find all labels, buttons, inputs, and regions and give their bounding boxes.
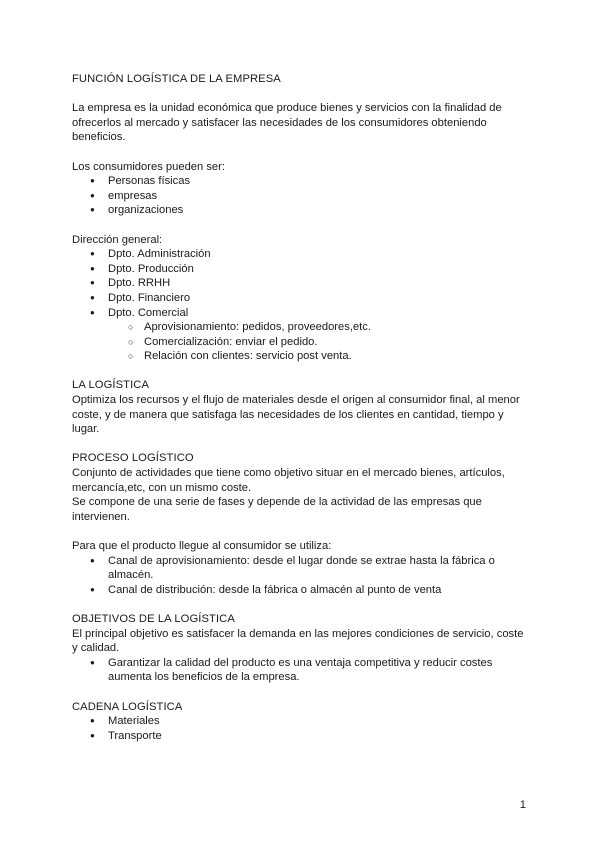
cadena-heading: CADENA LOGÍSTICA — [72, 700, 183, 713]
list-item: ● Dpto. Administración — [72, 247, 532, 262]
sublist-item: ○ Aprovisionamiento: pedidos, proveedores,etc. — [72, 320, 532, 335]
list-item: ● Canal de distribución: desde la fábrica o almacén al punto de venta — [72, 583, 532, 598]
list-item: ● empresas — [72, 189, 532, 204]
consumidores-list — [72, 174, 532, 218]
sublist-item: ○ Comercialización: enviar el pedido. — [72, 335, 532, 350]
comercial-sublist — [72, 320, 532, 364]
document-title: FUNCIÓN LOGÍSTICA DE LA EMPRESA — [72, 73, 281, 85]
proceso-heading: PROCESO LOGÍSTICO — [72, 452, 194, 465]
canales-list — [72, 554, 532, 598]
consumidores-label: Los consumidores pueden ser: — [72, 160, 225, 173]
list-item: ● organizaciones — [72, 203, 532, 218]
objetivos-heading: OBJETIVOS DE LA LOGÍSTICA — [72, 612, 235, 625]
page-number: 1 — [519, 799, 526, 811]
list-item: ● Materiales — [72, 714, 532, 729]
direccion-label: Dirección general: — [72, 233, 163, 246]
logistica-heading: LA LOGÍSTICA — [72, 379, 150, 392]
intro-paragraph: La empresa es la unidad económica que produce bienes y servicios con la finalidad de ofrecerlos al mercado y satisfacer las necesidades de los consumidores obteniendo beneficios. — [72, 102, 502, 144]
logistica-paragraph: Optimiza los recursos y el flujo de materiales desde el origen al consumidor final, al menor coste, y de manera que satisfaga las necesidades de los clientes en cantidad, tiempo y lugar. — [72, 394, 520, 436]
list-item: ● Dpto. Financiero — [72, 291, 532, 306]
list-item: ● Canal de aprovisionamiento: desde el lugar donde se extrae hasta la fábrica o almacén. — [72, 554, 532, 583]
document-page — [72, 72, 532, 743]
list-item: ● Dpto. RRHH — [72, 276, 532, 291]
cadena-list — [72, 714, 532, 743]
canales-label: Para que el producto llegue al consumidor se utiliza: — [72, 540, 332, 552]
proceso-paragraph-1: Conjunto de actividades que tiene como objetivo situar en el mercado bienes, artículos, mercancía,etc, con un mismo coste. — [72, 467, 505, 494]
sublist-item: ○ Relación con clientes: servicio post venta. — [72, 349, 532, 364]
list-item: ● Garantizar la calidad del producto es una ventaja competitiva y reducir costes aumenta los beneficios de la empresa. — [72, 656, 532, 685]
list-item: ● Transporte — [72, 729, 532, 744]
list-item: ● Dpto. Producción — [72, 262, 532, 277]
objetivos-paragraph: El principal objetivo es satisfacer la demanda en las mejores condiciones de servicio, coste y calidad. — [72, 627, 524, 655]
list-item: ● Dpto. Comercial — [72, 306, 532, 321]
proceso-paragraph-2: Se compone de una serie de fases y depende de la actividad de las empresas que intervienen. — [72, 496, 482, 523]
direccion-list — [72, 247, 532, 320]
objetivos-list — [72, 656, 532, 685]
list-item: ● Personas físicas — [72, 174, 532, 189]
